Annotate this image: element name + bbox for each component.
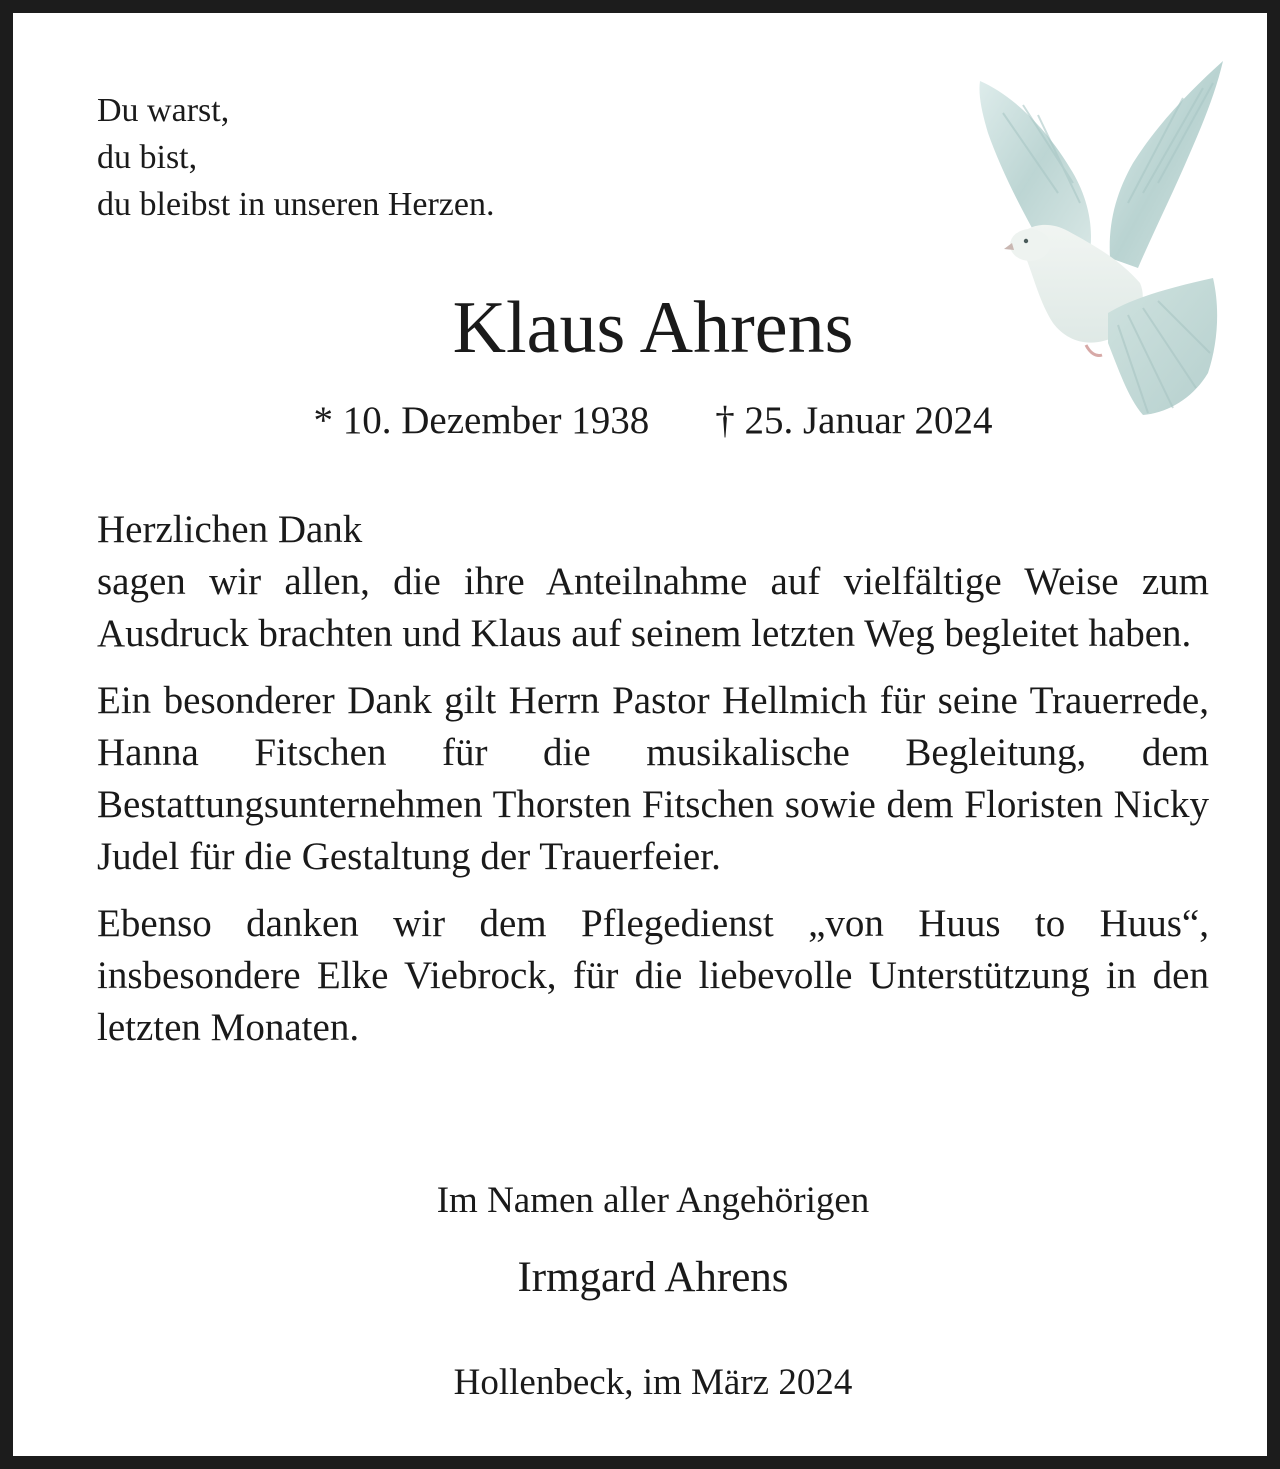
deceased-name: Klaus Ahrens: [452, 287, 854, 369]
poem-line-2: du bist,: [97, 139, 198, 176]
life-dates: [13, 396, 1280, 446]
thanks-text: [97, 504, 1209, 1069]
place-date: Hollenbeck, im März 2024: [453, 1362, 853, 1403]
death-date: † 25. Januar 2024: [715, 399, 993, 442]
memorial-poem: [97, 87, 495, 228]
thanks-paragraph-1: [97, 504, 1209, 660]
thanks-paragraph-3: Ebenso danken wir dem Pflegedienst „von Huus to Huus“, insbesondere Elke Viebrock, für die liebevolle Unterstützung in den letzten Monaten.: [97, 902, 1209, 1049]
signer-name: Irmgard Ahrens: [517, 1254, 789, 1301]
poem-line-3: du bleibst in unseren Herzen.: [97, 186, 495, 223]
thanks-heading: Herzlichen Dank: [97, 508, 363, 551]
closing-line: Im Namen aller Angehörigen: [436, 1180, 870, 1221]
thanks-paragraph-2: Ein besonderer Dank gilt Herrn Pastor Hellmich für seine Trauerrede, Hanna Fitschen für die musikalische Begleitung, dem Bestattungsunternehmen Thorsten Fitschen sowie dem Floristen Nicky Judel für die Gestaltung der Trauerfeier.: [97, 679, 1209, 878]
thanks-paragraph-1-text: sagen wir allen, die ihre Anteilnahme auf vielfältige Weise zum Ausdruck brachten und Klaus auf seinem letzten Weg begleitet haben.: [97, 560, 1209, 655]
poem-line-1: Du warst,: [97, 92, 230, 129]
birth-date: * 10. Dezember 1938: [313, 399, 650, 442]
